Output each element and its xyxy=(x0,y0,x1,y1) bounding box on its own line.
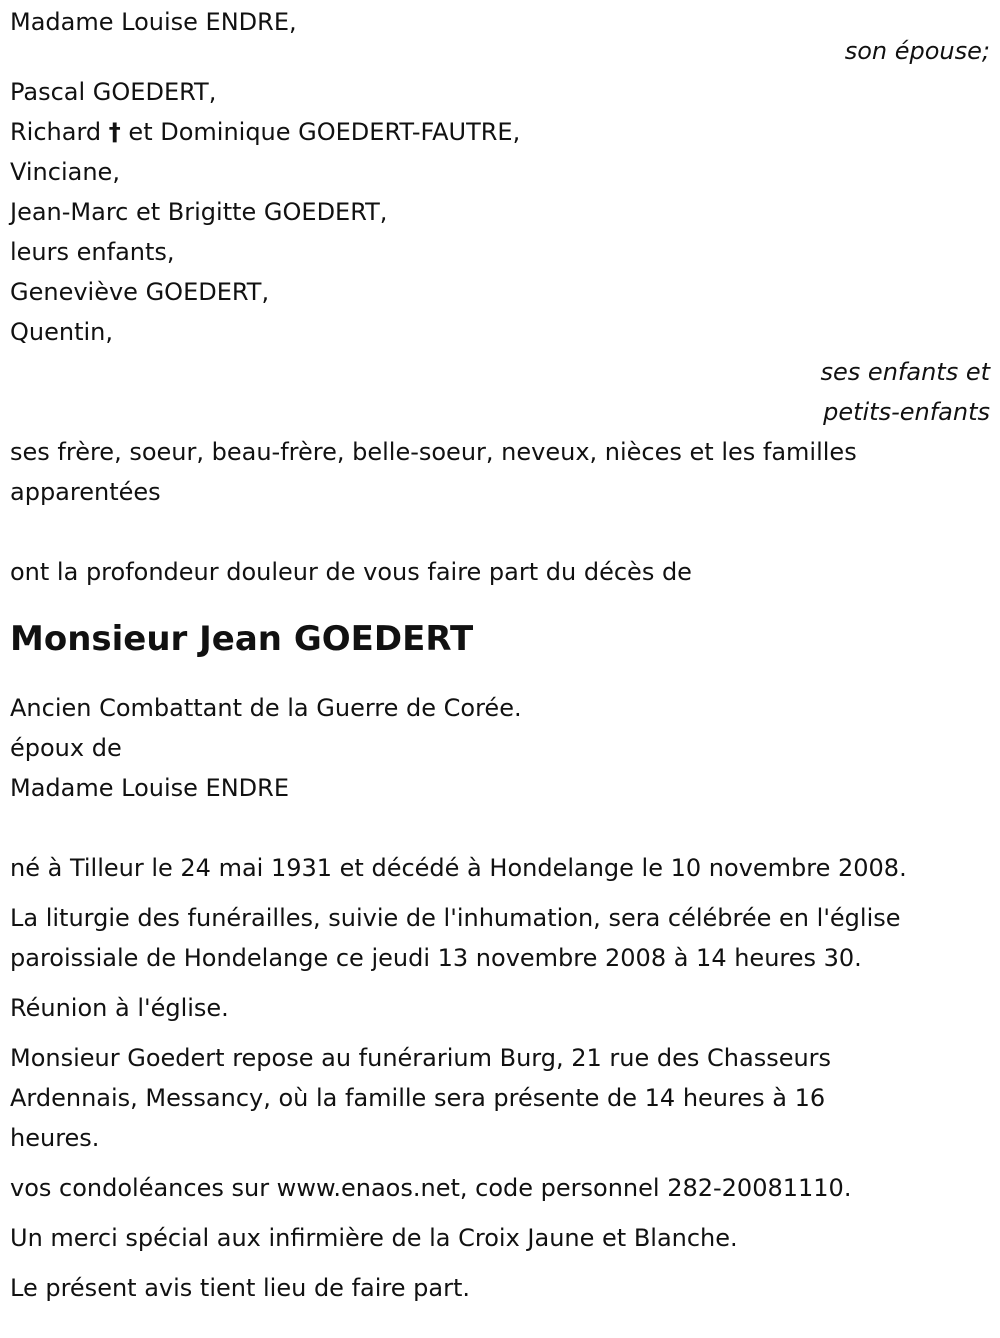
child-vinciane: Vinciane, xyxy=(10,158,120,186)
liturgy-line-1: La liturgie des funérailles, suivie de l'inhumation, sera célébrée en l'église xyxy=(10,904,901,932)
obituary-page xyxy=(0,6,1000,1338)
liturgy-line-2: paroissiale de Hondelange ce jeudi 13 novembre 2008 à 14 heures 30. xyxy=(10,944,862,972)
announcement: ont la profondeur douleur de vous faire part du décès de xyxy=(10,558,692,586)
birth-death-text: né à Tilleur le 24 mai 1931 et décédé à Hondelange le 10 novembre 2008. xyxy=(10,854,907,882)
child-richard xyxy=(10,112,990,152)
funeral-home xyxy=(10,1038,990,1158)
meeting-text: Réunion à l'église. xyxy=(10,994,229,1022)
child-jean-marc: Jean-Marc et Brigitte GOEDERT, xyxy=(10,198,388,226)
funeral-home-line-2: Ardennais, Messancy, où la famille sera présente de 14 heures à 16 xyxy=(10,1084,826,1112)
child-pascal: Pascal GOEDERT, xyxy=(10,78,217,106)
relatives-line-2: apparentées xyxy=(10,478,161,506)
children-role-line-1: ses enfants et xyxy=(820,358,990,386)
funeral-home-line-3: heures. xyxy=(10,1124,100,1152)
cross-icon: † xyxy=(108,118,121,146)
thanks-text: Un merci spécial aux infirmière de la Croix Jaune et Blanche. xyxy=(10,1224,738,1252)
spouse-role: son épouse; xyxy=(844,37,990,65)
child-richard-prefix: Richard xyxy=(10,118,102,146)
notice xyxy=(10,1268,990,1308)
condolences-text: vos condoléances sur www.enaos.net, code personnel 282-20081110. xyxy=(10,1174,852,1202)
deceased-spouse-name: Madame Louise ENDRE xyxy=(10,774,289,802)
condolences xyxy=(10,1168,990,1208)
funeral-home-line-1: Monsieur Goedert repose au funérarium Burg, 21 rue des Chasseurs xyxy=(10,1044,832,1072)
birth-death xyxy=(10,848,990,888)
deceased-name: Monsieur Jean GOEDERT xyxy=(10,619,474,659)
child-richard-suffix: et Dominique GOEDERT-FAUTRE, xyxy=(128,118,521,146)
relatives-line-1: ses frère, soeur, beau-frère, belle-soeur, neveux, nièces et les familles xyxy=(10,438,857,466)
liturgy xyxy=(10,898,990,978)
spouse-name: Madame Louise ENDRE, xyxy=(10,8,297,36)
deceased-title: Ancien Combattant de la Guerre de Corée. xyxy=(10,694,522,722)
children-label: leurs enfants, xyxy=(10,238,175,266)
deceased-spouse-label: époux de xyxy=(10,734,122,762)
meeting xyxy=(10,988,990,1028)
children-role-line-2: petits-enfants xyxy=(823,398,990,426)
grandchild-genevieve: Geneviève GOEDERT, xyxy=(10,278,270,306)
grandchild-quentin: Quentin, xyxy=(10,318,113,346)
thanks xyxy=(10,1218,990,1258)
notice-text: Le présent avis tient lieu de faire part. xyxy=(10,1274,470,1302)
